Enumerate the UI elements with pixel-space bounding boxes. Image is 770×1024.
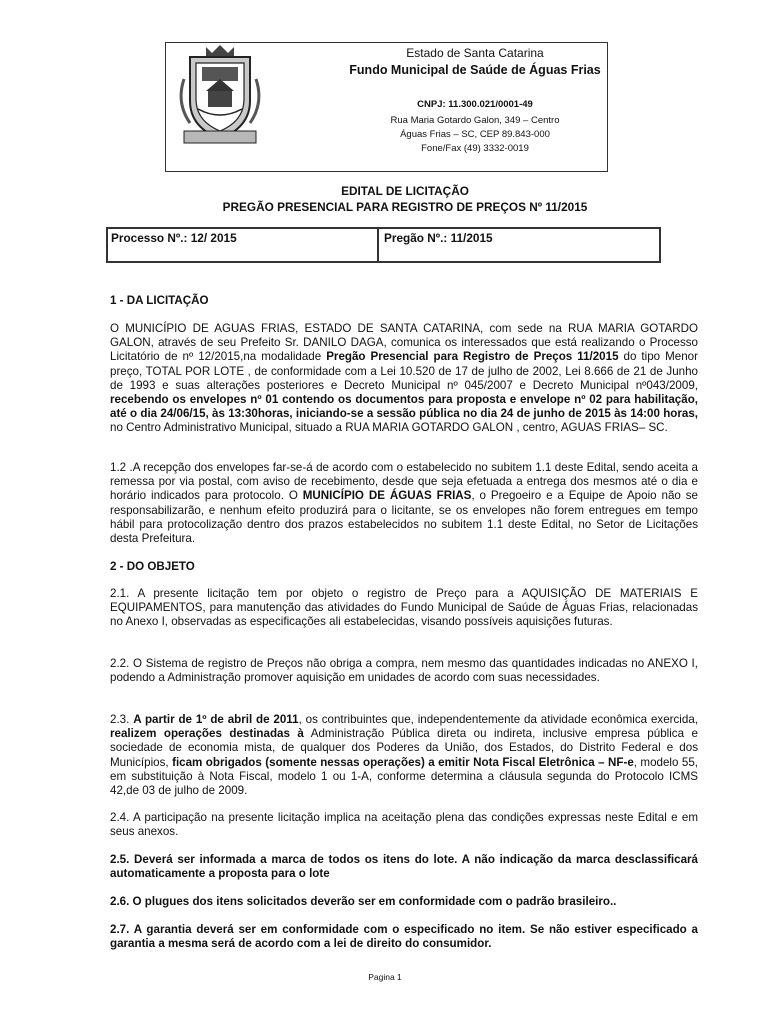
section-2-paragraph-7: 2.7. A garantia deverá ser em conformidade com o especificado no item. Se não estiver especificado a garantia a mesma será de acordo com a lei de direito do consumidor. (110, 923, 698, 951)
address: Rua Maria Gotardo Galon, 349 – Centro (390, 115, 560, 126)
section-1-paragraph-1: O MUNICÍPIO DE AGUAS FRIAS, ESTADO DE SANTA CATARINA, com sede na RUA MARIA GOTARDO GALON, através de seu Prefeito Sr. DANILO DAGA, comunica os interessados que está realizando o Processo Licitatório de nº 12/2015,na modalidade Pregão Presencial para Registro de Preços 11/2015 do tipo Menor preço, TOTAL POR LOTE , de conformidade com a Lei 10.520 de 17 de julho de 2002, Lei 8.666 de 21 de Junho de 1993 e suas alterações posteriores e Decreto Municipal nº 045/2007 e Decreto Municipal nº043/2009, recebendo os envelopes nº 01 contendo os documentos para proposta e envelope nº 02 para habilitação, até o dia 24/06/15, às 13:30horas, iniciando-se a sessão pública no dia 24 de junho de 2015 às 14:00 horas, no Centro Administrativo Municipal, situado a RUA MARIA GOTARDO GALON , centro, AGUAS FRIAS– SC. (110, 322, 698, 435)
phone: Fone/Fax (49) 3332-0019 (421, 143, 529, 154)
section-2-paragraph-2: 2.2. O Sistema de registro de Preços não obriga a compra, nem mesmo das quantidades indicadas no ANEXO I, podendo a Administração promover aquisição em unidades de acordo com suas necessidades. (110, 657, 698, 685)
section-2-paragraph-1: 2.1. A presente licitação tem por objeto o registro de Preço para a AQUISIÇÃO DE MATERIAIS E EQUIPAMENTOS, para manutenção das atividades do Fundo Municipal de Saúde de Águas Frias, relacionadas no Anexo I, observadas as especificações ali estabelecidas, visando possíveis aquisições futuras. (110, 587, 698, 629)
page-number: Pagina 1 (368, 972, 402, 982)
section-2-heading: 2 - DO OBJETO (110, 560, 195, 573)
section-2-paragraph-3: 2.3. A partir de 1º de abril de 2011, os contribuintes que, independentemente da atividade econômica exercida, realizem operações destinadas à Administração Pública direta ou indireta, inclusive empresa pública e sociedade de economia mista, de qualquer dos Poderes da União, dos Estados, do Distrito Federal e dos Municípios, ficam obrigados (somente nessas operações) a emitir Nota Fiscal Eletrônica – NF-e, modelo 55, em substituição à Nota Fiscal, modelo 1 ou 1-A, conforme determina a cláusula segunda do Protocolo ICMS 42,de 03 de julho de 2009. (110, 713, 698, 798)
state-name: Estado de Santa Catarina (406, 46, 544, 60)
section-2-paragraph-4: 2.4. A participação na presente licitação implica na aceitação plena das condições expressas neste Edital e em seus anexos. (110, 811, 698, 839)
fund-name: Fundo Municipal de Saúde de Águas Frias (349, 63, 601, 77)
section-2-paragraph-6: 2.6. O plugues dos itens solicitados deverão ser em conformidade com o padrão brasileiro.. (110, 895, 617, 908)
section-1-paragraph-2: 1.2 .A recepção dos envelopes far-se-á de acordo com o estabelecido no subitem 1.1 deste Edital, sendo aceita a remessa por via postal, com aviso de recebimento, desde que seja efetuada a entrega dos mesmos até o dia e horário indicados para protocolo. O MUNICÍPIO DE ÁGUAS FRIAS, o Pregoeiro e a Equipe de Apoio não se responsabilizarão, e nenhum efeito produzirá para o licitante, se os envelopes não forem entregues em tempo hábil para protocolização dentro dos prazos estabelecidos no subitem 1.1 deste Edital, no Setor de Licitações desta Prefeitura. (110, 461, 699, 546)
document-title: EDITAL DE LICITAÇÃO (341, 184, 469, 198)
municipal-crest-icon (176, 43, 264, 147)
process-table (106, 227, 661, 263)
section-2-paragraph-5: 2.5. Deverá ser informada a marca de todos os itens do lote. A não indicação da marca desclassificará automaticamente a proposta para o lote (110, 853, 698, 881)
document-subtitle: PREGÃO PRESENCIAL PARA REGISTRO DE PREÇOS Nº 11/2015 (222, 200, 588, 214)
cnpj: CNPJ: 11.300.021/0001-49 (417, 99, 533, 110)
city: Águas Frias – SC, CEP 89.843-000 (400, 129, 550, 140)
section-1-heading: 1 - DA LICITAÇÃO (110, 294, 209, 307)
pregao-number: Pregão Nº.: 11/2015 (384, 231, 493, 245)
process-number: Processo Nº.: 12/ 2015 (108, 229, 379, 261)
